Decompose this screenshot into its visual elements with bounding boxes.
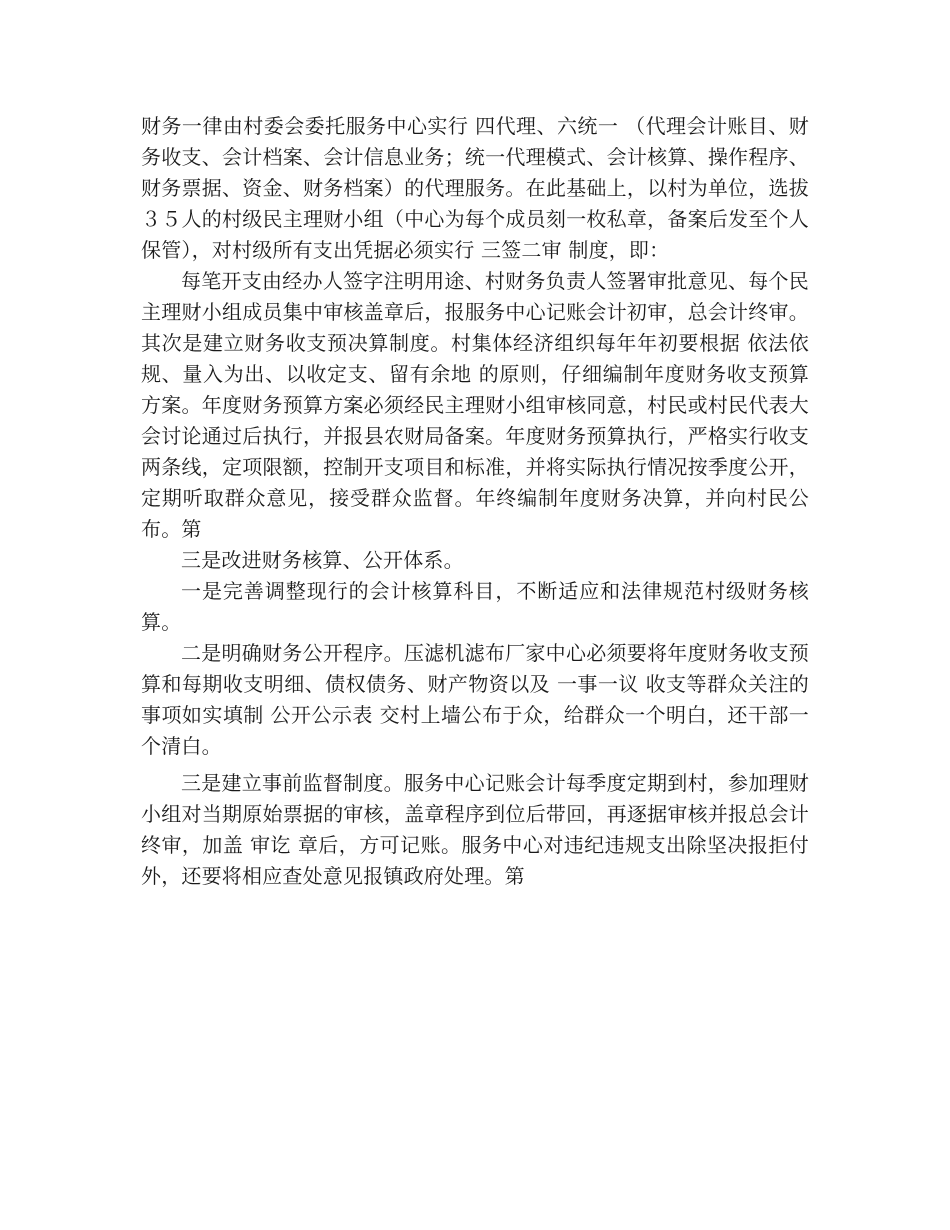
paragraph-disclosure-procedure: 二是明确财务公开程序。压滤机滤布厂家中心必须要将年度财务收支预算和每期收支明细、债权债务、财产物资以及 一事一议 收支等群众关注的事项如实填制 公开公示表 交村上墙公布于众，给群众一个明白，还干部一个清白。: [141, 641, 809, 758]
paragraph-approval-budget: 每笔开支由经办人签字注明用途、村财务负责人签署审批意见、每个民主理财小组成员集中审核盖章后，报服务中心记账会计初审，总会计终审。其次是建立财务收支预决算制度。村集体经济组织每年年初要根据 依法依规、量入为出、以收定支、留有余地 的原则，仔细编制年度财务收支预算方案。年度财务预算方案必须经民主理财小组审核同意，村民或村民代表大会讨论通过后执行，并报县农财局备案。年度财务预算执行，严格实行收支两条线，定项限额，控制开支项目和标准，并将实际执行情况按季度公开，定期听取群众意见，接受群众监督。年终编制年度财务决算，并向村民公布。第: [141, 269, 809, 541]
paragraph-accounting-heading: 三是改进财务核算、公开体系。: [181, 548, 464, 572]
paragraph-prior-supervision: 三是建立事前监督制度。服务中心记账会计每季度定期到村，参加理财小组对当期原始票据的审核，盖章程序到位后带回，再逐据审核并报总会计终审，加盖 审讫 章后，方可记账。服务中心对违纪违规支出除坚决报拒付外，还要将相应查处意见报镇政府处理。第: [141, 771, 809, 888]
paragraph-agency-service: 财务一律由村委会委托服务中心实行 四代理、六统一 （代理会计账目、财务收支、会计档案、会计信息业务；统一代理模式、会计核算、操作程序、财务票据、资金、财务档案）的代理服务。在此基础上，以村为单位，选拔３５人的村级民主理财小组（中心为每个成员刻一枚私章，备案后发至个人保管），对村级所有支出凭据必须实行 三签二审 制度，即：: [141, 114, 809, 262]
document-page: [141, 111, 809, 892]
paragraph-accounting-subjects: 一是完善调整现行的会计核算科目，不断适应和法律规范村级财务核算。: [141, 579, 809, 634]
